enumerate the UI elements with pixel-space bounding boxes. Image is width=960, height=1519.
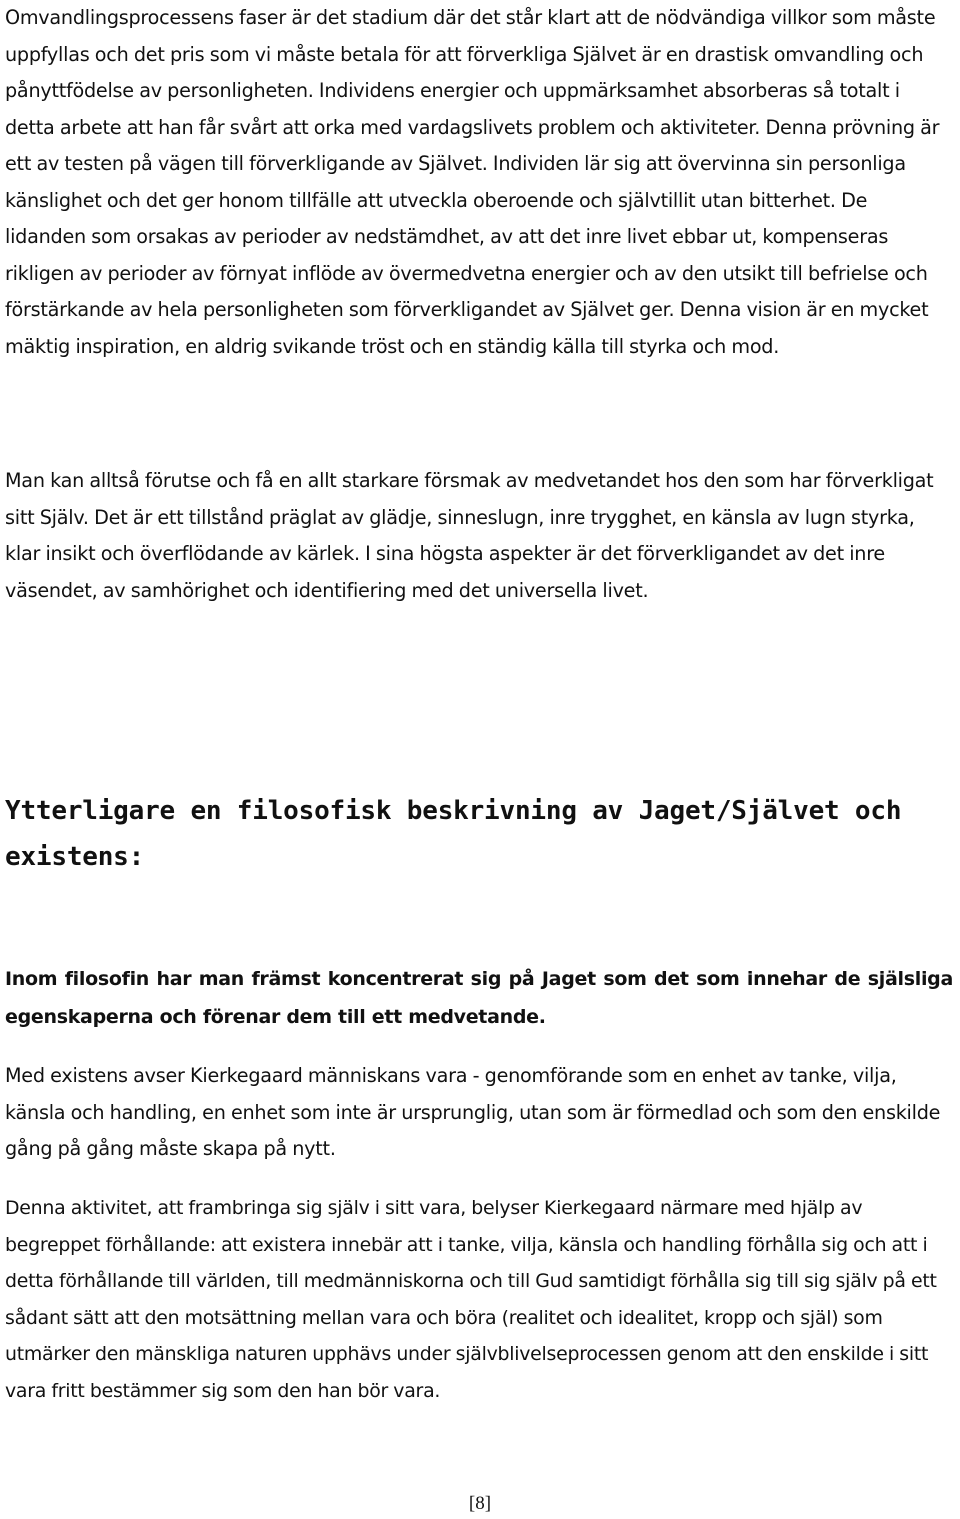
body-paragraph: Man kan alltså förutse och få en allt starkare försmak av medvetandet hos den som har förverkligat sitt Själv. Det är ett tillstånd präglat av glädje, sinneslugn, inre trygghet, en känsla av lugn styrka, klar insikt och överflödande av kärlek. I sina högsta aspekter är det förverkligandet av det inre väsendet, av samhörighet och identifiering med det universella livet. [5,469,934,602]
body-paragraph: Omvandlingsprocessens faser är det stadium där det står klart att de nödvändiga villkor som måste uppfyllas och det pris som vi måste betala för att förverkliga Självet är en drastisk omvandling och pånyttfödelse av personligheten. Individens energier och uppmärksamhet absorberas så totalt i detta arbete att han får svårt att orka med vardagslivets problem och aktiviteter. Denna prövning är ett av testen på vägen till förverkligande av Självet. Individen lär sig att övervinna sin personliga känslighet och det ger honom tillfälle att utveckla oberoende och självtillit utan bitterhet. De lidanden som orsakas av perioder av nedstämdhet, av att det inre livet ebbar ut, kompenseras rikligen av perioder av förnyat inflöde av övermedvetna energier och av den utsikt till befrielse och förstärkande av hela personligheten som förverkligandet av Självet ger. Denna vision är en mycket mäktig inspiration, en aldrig svikande tröst och en ständig källa till styrka och mod. [5,6,940,358]
bold-paragraph: Inom filosofin har man främst koncentrerat sig på Jaget som det som innehar de själsliga egenskaperna och förenar dem till ett medvetande. [5,968,953,1028]
body-paragraph: Med existens avser Kierkegaard människans vara - genomförande som en enhet av tanke, vilja, känsla och handling, en enhet som inte är ursprunglig, utan som är förmedlad och som den enskilde gång på gång måste skapa på nytt. [5,1064,941,1160]
body-paragraph: Denna aktivitet, att frambringa sig själv i sitt vara, belyser Kierkegaard närmare med hjälp av begreppet förhållande: att existera innebär att i tanke, vilja, känsla och handling förhålla sig och att i detta förhållande till världen, till medmänniskorna och till Gud samtidigt förhålla sig till sig själv på ett sådant sätt att den motsättning mellan vara och böra (realitet och idealitet, kropp och själ) som utmärker den mänskliga naturen upphävs under självblivelseprocessen genom att den enskilde i sitt vara fritt bestämmer sig som den han bör vara. [5,1197,937,1402]
page-number: [8] [468,1493,492,1514]
section-heading: Ytterligare en filosofisk beskrivning av Jaget/Självet och existens: [5,796,902,872]
